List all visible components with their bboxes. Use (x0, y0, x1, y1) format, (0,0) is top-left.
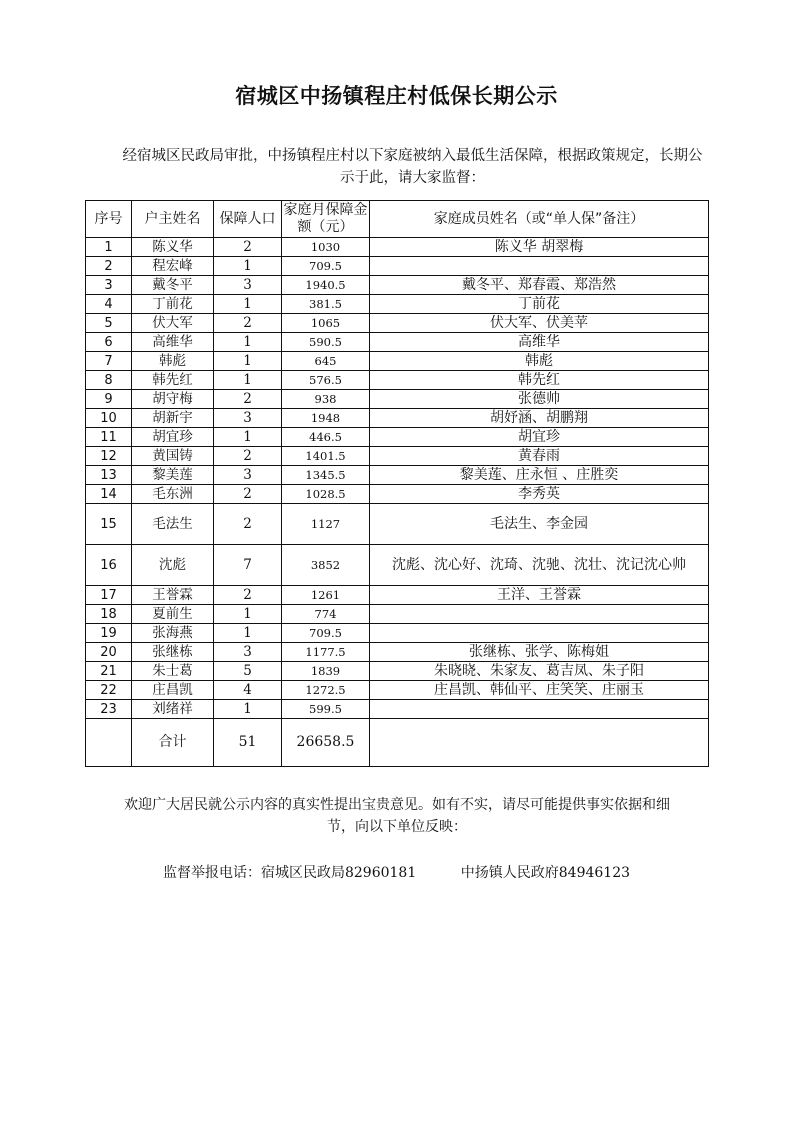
row-householder: 毛东洲 (132, 485, 214, 504)
row-householder: 庄昌凯 (132, 681, 214, 700)
row-householder: 程宏峰 (132, 257, 214, 276)
row-householder: 王誉霖 (132, 586, 214, 605)
table-row (86, 643, 709, 662)
row-householder: 黄国铸 (132, 447, 214, 466)
total-label: 合计 (132, 719, 214, 767)
row-members: 胡宜珍 (370, 428, 709, 447)
row-amount: 590.5 (282, 333, 370, 352)
table-row (86, 314, 709, 333)
table-row (86, 586, 709, 605)
row-householder: 张海燕 (132, 624, 214, 643)
row-seq: 6 (86, 333, 132, 352)
row-amount: 1839 (282, 662, 370, 681)
row-population: 7 (214, 545, 282, 586)
row-householder: 张继栋 (132, 643, 214, 662)
row-seq: 11 (86, 428, 132, 447)
row-members: 伏大军、伏美苹 (370, 314, 709, 333)
row-members: 胡妤涵、胡鹏翔 (370, 409, 709, 428)
row-householder: 朱士葛 (132, 662, 214, 681)
row-seq: 13 (86, 466, 132, 485)
total-amount: 26658.5 (282, 719, 370, 767)
row-seq: 12 (86, 447, 132, 466)
header-population: 保障人口 (214, 201, 282, 238)
row-householder: 胡守梅 (132, 390, 214, 409)
header-householder: 户主姓名 (132, 201, 214, 238)
row-seq: 10 (86, 409, 132, 428)
table-row (86, 390, 709, 409)
row-householder: 韩彪 (132, 352, 214, 371)
row-population: 2 (214, 485, 282, 504)
row-householder: 胡宜珍 (132, 428, 214, 447)
row-householder: 黎美莲 (132, 466, 214, 485)
row-amount: 446.5 (282, 428, 370, 447)
table-row (86, 545, 709, 586)
row-seq: 7 (86, 352, 132, 371)
page-title: 宿城区中扬镇程庄村低保长期公示 (235, 84, 558, 108)
total-row (86, 719, 709, 767)
row-members (370, 605, 709, 624)
table-row (86, 238, 709, 257)
row-amount: 381.5 (282, 295, 370, 314)
row-population: 2 (214, 586, 282, 605)
row-seq: 5 (86, 314, 132, 333)
row-householder: 韩先红 (132, 371, 214, 390)
row-seq: 3 (86, 276, 132, 295)
table-row (86, 371, 709, 390)
row-members (370, 700, 709, 719)
intro-paragraph: 经宿城区民政局审批，中扬镇程庄村以下家庭被纳入最低生活保障，根据政策规定，长期公示于此，请大家监督： (122, 148, 703, 186)
row-members: 陈义华 胡翠梅 (370, 238, 709, 257)
row-population: 1 (214, 605, 282, 624)
row-members: 沈彪、沈心好、沈琦、沈驰、沈壮、沈记沈心帅 (370, 545, 709, 586)
row-amount: 3852 (282, 545, 370, 586)
table-row (86, 333, 709, 352)
table-row (86, 428, 709, 447)
row-seq: 4 (86, 295, 132, 314)
row-amount: 1028.5 (282, 485, 370, 504)
row-seq: 1 (86, 238, 132, 257)
row-members: 黎美莲、庄永恒 、庄胜奕 (370, 466, 709, 485)
row-seq: 9 (86, 390, 132, 409)
row-amount: 599.5 (282, 700, 370, 719)
row-seq: 18 (86, 605, 132, 624)
table-row (86, 700, 709, 719)
row-population: 1 (214, 352, 282, 371)
row-amount: 576.5 (282, 371, 370, 390)
row-householder: 毛法生 (132, 504, 214, 545)
row-seq: 22 (86, 681, 132, 700)
feedback-paragraph: 欢迎广大居民就公示内容的真实性提出宝贵意见。如有不实，请尽可能提供事实依据和细节，向以下单位反映： (124, 797, 670, 835)
row-householder: 胡新宇 (132, 409, 214, 428)
table-row (86, 662, 709, 681)
row-population: 1 (214, 333, 282, 352)
row-householder: 戴冬平 (132, 276, 214, 295)
table-row (86, 485, 709, 504)
row-members (370, 257, 709, 276)
row-population: 1 (214, 700, 282, 719)
row-seq: 15 (86, 504, 132, 545)
subsidy-table (85, 200, 709, 767)
row-population: 2 (214, 238, 282, 257)
contact-label: 监督举报电话： (162, 865, 261, 881)
row-members: 丁前花 (370, 295, 709, 314)
row-amount: 709.5 (282, 257, 370, 276)
row-seq: 14 (86, 485, 132, 504)
row-amount: 1065 (282, 314, 370, 333)
row-population: 5 (214, 662, 282, 681)
row-population: 3 (214, 409, 282, 428)
row-seq: 17 (86, 586, 132, 605)
header-amount: 家庭月保障金额（元） (282, 201, 370, 238)
row-members: 张德帅 (370, 390, 709, 409)
table-row (86, 605, 709, 624)
table-row (86, 257, 709, 276)
row-members: 王洋、王誉霖 (370, 586, 709, 605)
row-householder: 沈彪 (132, 545, 214, 586)
header-seq: 序号 (86, 201, 132, 238)
row-population: 2 (214, 314, 282, 333)
row-seq: 8 (86, 371, 132, 390)
row-members: 戴冬平、郑春霞、郑浩然 (370, 276, 709, 295)
row-householder: 高维华 (132, 333, 214, 352)
row-seq: 23 (86, 700, 132, 719)
row-members (370, 624, 709, 643)
row-amount: 938 (282, 390, 370, 409)
row-amount: 1940.5 (282, 276, 370, 295)
row-householder: 丁前花 (132, 295, 214, 314)
row-members: 毛法生、李金园 (370, 504, 709, 545)
row-members: 黄春雨 (370, 447, 709, 466)
row-seq: 19 (86, 624, 132, 643)
row-population: 1 (214, 295, 282, 314)
total-seq-cell (86, 719, 132, 767)
row-population: 2 (214, 390, 282, 409)
header-members: 家庭成员姓名（或“单人保”备注） (370, 201, 709, 238)
row-seq: 20 (86, 643, 132, 662)
table-row (86, 276, 709, 295)
row-amount: 774 (282, 605, 370, 624)
table-row (86, 466, 709, 485)
row-householder: 陈义华 (132, 238, 214, 257)
row-householder: 夏前生 (132, 605, 214, 624)
row-population: 1 (214, 371, 282, 390)
row-members: 李秀英 (370, 485, 709, 504)
row-seq: 16 (86, 545, 132, 586)
row-population: 2 (214, 504, 282, 545)
total-members-cell (370, 719, 709, 767)
row-members: 张继栋、张学、陈梅姐 (370, 643, 709, 662)
row-members: 庄昌凯、韩仙平、庄笑笑、庄丽玉 (370, 681, 709, 700)
row-population: 1 (214, 624, 282, 643)
row-amount: 1261 (282, 586, 370, 605)
row-amount: 1272.5 (282, 681, 370, 700)
row-amount: 1127 (282, 504, 370, 545)
table-row (86, 504, 709, 545)
row-population: 4 (214, 681, 282, 700)
row-seq: 2 (86, 257, 132, 276)
table-body (86, 238, 709, 719)
row-amount: 645 (282, 352, 370, 371)
row-members: 韩先红 (370, 371, 709, 390)
row-amount: 709.5 (282, 624, 370, 643)
row-population: 3 (214, 643, 282, 662)
table-header-row (86, 201, 709, 238)
row-amount: 1177.5 (282, 643, 370, 662)
row-population: 1 (214, 257, 282, 276)
total-population: 51 (214, 719, 282, 767)
table-row (86, 352, 709, 371)
table-row (86, 624, 709, 643)
row-population: 2 (214, 447, 282, 466)
table-row (86, 409, 709, 428)
row-householder: 刘绪祥 (132, 700, 214, 719)
row-amount: 1948 (282, 409, 370, 428)
civil-affairs-phone: 宿城区民政局82960181 (260, 865, 417, 881)
row-population: 3 (214, 466, 282, 485)
town-government-phone: 中扬镇人民政府84946123 (460, 865, 631, 881)
table-row (86, 295, 709, 314)
table-row (86, 681, 709, 700)
table-row (86, 447, 709, 466)
row-members: 韩彪 (370, 352, 709, 371)
row-amount: 1030 (282, 238, 370, 257)
row-population: 3 (214, 276, 282, 295)
row-householder: 伏大军 (132, 314, 214, 333)
row-amount: 1345.5 (282, 466, 370, 485)
row-population: 1 (214, 428, 282, 447)
row-seq: 21 (86, 662, 132, 681)
row-members: 朱晓晓、朱家友、葛吉凤、朱子阳 (370, 662, 709, 681)
row-members: 高维华 (370, 333, 709, 352)
row-amount: 1401.5 (282, 447, 370, 466)
contact-line (0, 862, 793, 882)
